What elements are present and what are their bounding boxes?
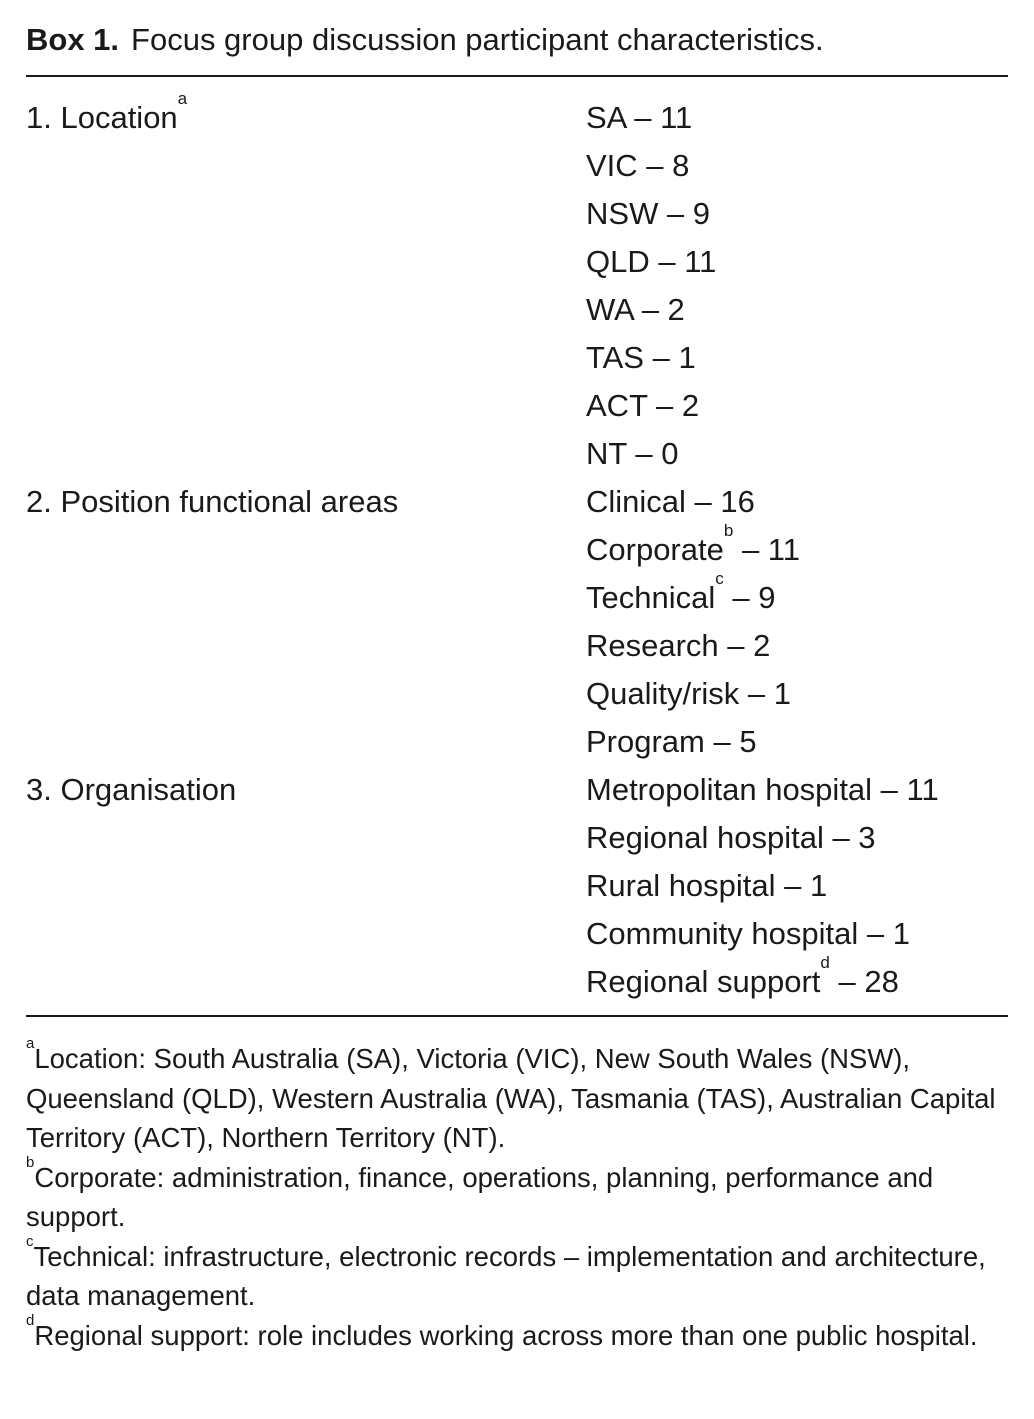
list-item: Metropolitan hospital – 11 bbox=[586, 772, 939, 807]
footnote-corporate: $^b$Corporate: administration, finance, operations, planning, performance and support. bbox=[26, 1153, 934, 1232]
list-item: QLD – 11 bbox=[586, 244, 717, 279]
list-item: Research – 2 bbox=[586, 628, 771, 663]
footnote-location: $^a$Location: South Australia (SA), Victoria (VIC), New South Wales (NSW), Queensland (QLD), Western Australia (WA), Tasmania (TAS), Australian Capital Territory (ACT), Northern Territory (NT). bbox=[26, 1035, 996, 1153]
list-item: WA – 2 bbox=[586, 292, 685, 327]
list-item: Regional support$^d$ – 28 bbox=[586, 953, 899, 999]
list-item: Program – 5 bbox=[586, 724, 757, 759]
list-item: NT – 0 bbox=[586, 436, 679, 471]
list-item: Corporate$^b$ – 11 bbox=[586, 521, 800, 567]
list-item: Technical$^c$ – 9 bbox=[586, 569, 776, 615]
list-item: Community hospital – 1 bbox=[586, 916, 910, 951]
position-values bbox=[586, 478, 800, 766]
footnote-technical: $^c$Technical: infrastructure, electronic records – implementation and architecture, data management. bbox=[26, 1232, 986, 1311]
group-label-position: 2. Position functional areas bbox=[26, 484, 399, 519]
list-item: Quality/risk – 1 bbox=[586, 676, 792, 711]
location-values bbox=[586, 94, 716, 478]
list-item: VIC – 8 bbox=[586, 148, 690, 183]
top-rule bbox=[26, 75, 1008, 77]
footnote-regional-support: $^d$Regional support: role includes working across more than one public hospital. bbox=[26, 1311, 978, 1351]
box-caption-label: Box 1. bbox=[26, 22, 120, 57]
footnotes bbox=[26, 1035, 1008, 1355]
list-item: Clinical – 16 bbox=[586, 484, 755, 519]
list-item: SA – 11 bbox=[586, 100, 693, 135]
footnote-marker: a bbox=[177, 89, 188, 108]
list-item: Rural hospital – 1 bbox=[586, 868, 828, 903]
list-item: NSW – 9 bbox=[586, 196, 711, 231]
list-item: ACT – 2 bbox=[586, 388, 700, 423]
organisation-values bbox=[586, 766, 939, 1006]
list-item: TAS – 1 bbox=[586, 340, 696, 375]
group-label-location bbox=[26, 89, 188, 142]
list-item: Regional hospital – 3 bbox=[586, 820, 876, 855]
box-caption-title: Focus group discussion participant characteristics. bbox=[131, 22, 824, 57]
group-label-text: 1. Location bbox=[26, 100, 178, 135]
group-label-organisation: 3. Organisation bbox=[26, 772, 237, 807]
box-caption bbox=[26, 20, 824, 60]
bottom-rule bbox=[26, 1015, 1008, 1017]
